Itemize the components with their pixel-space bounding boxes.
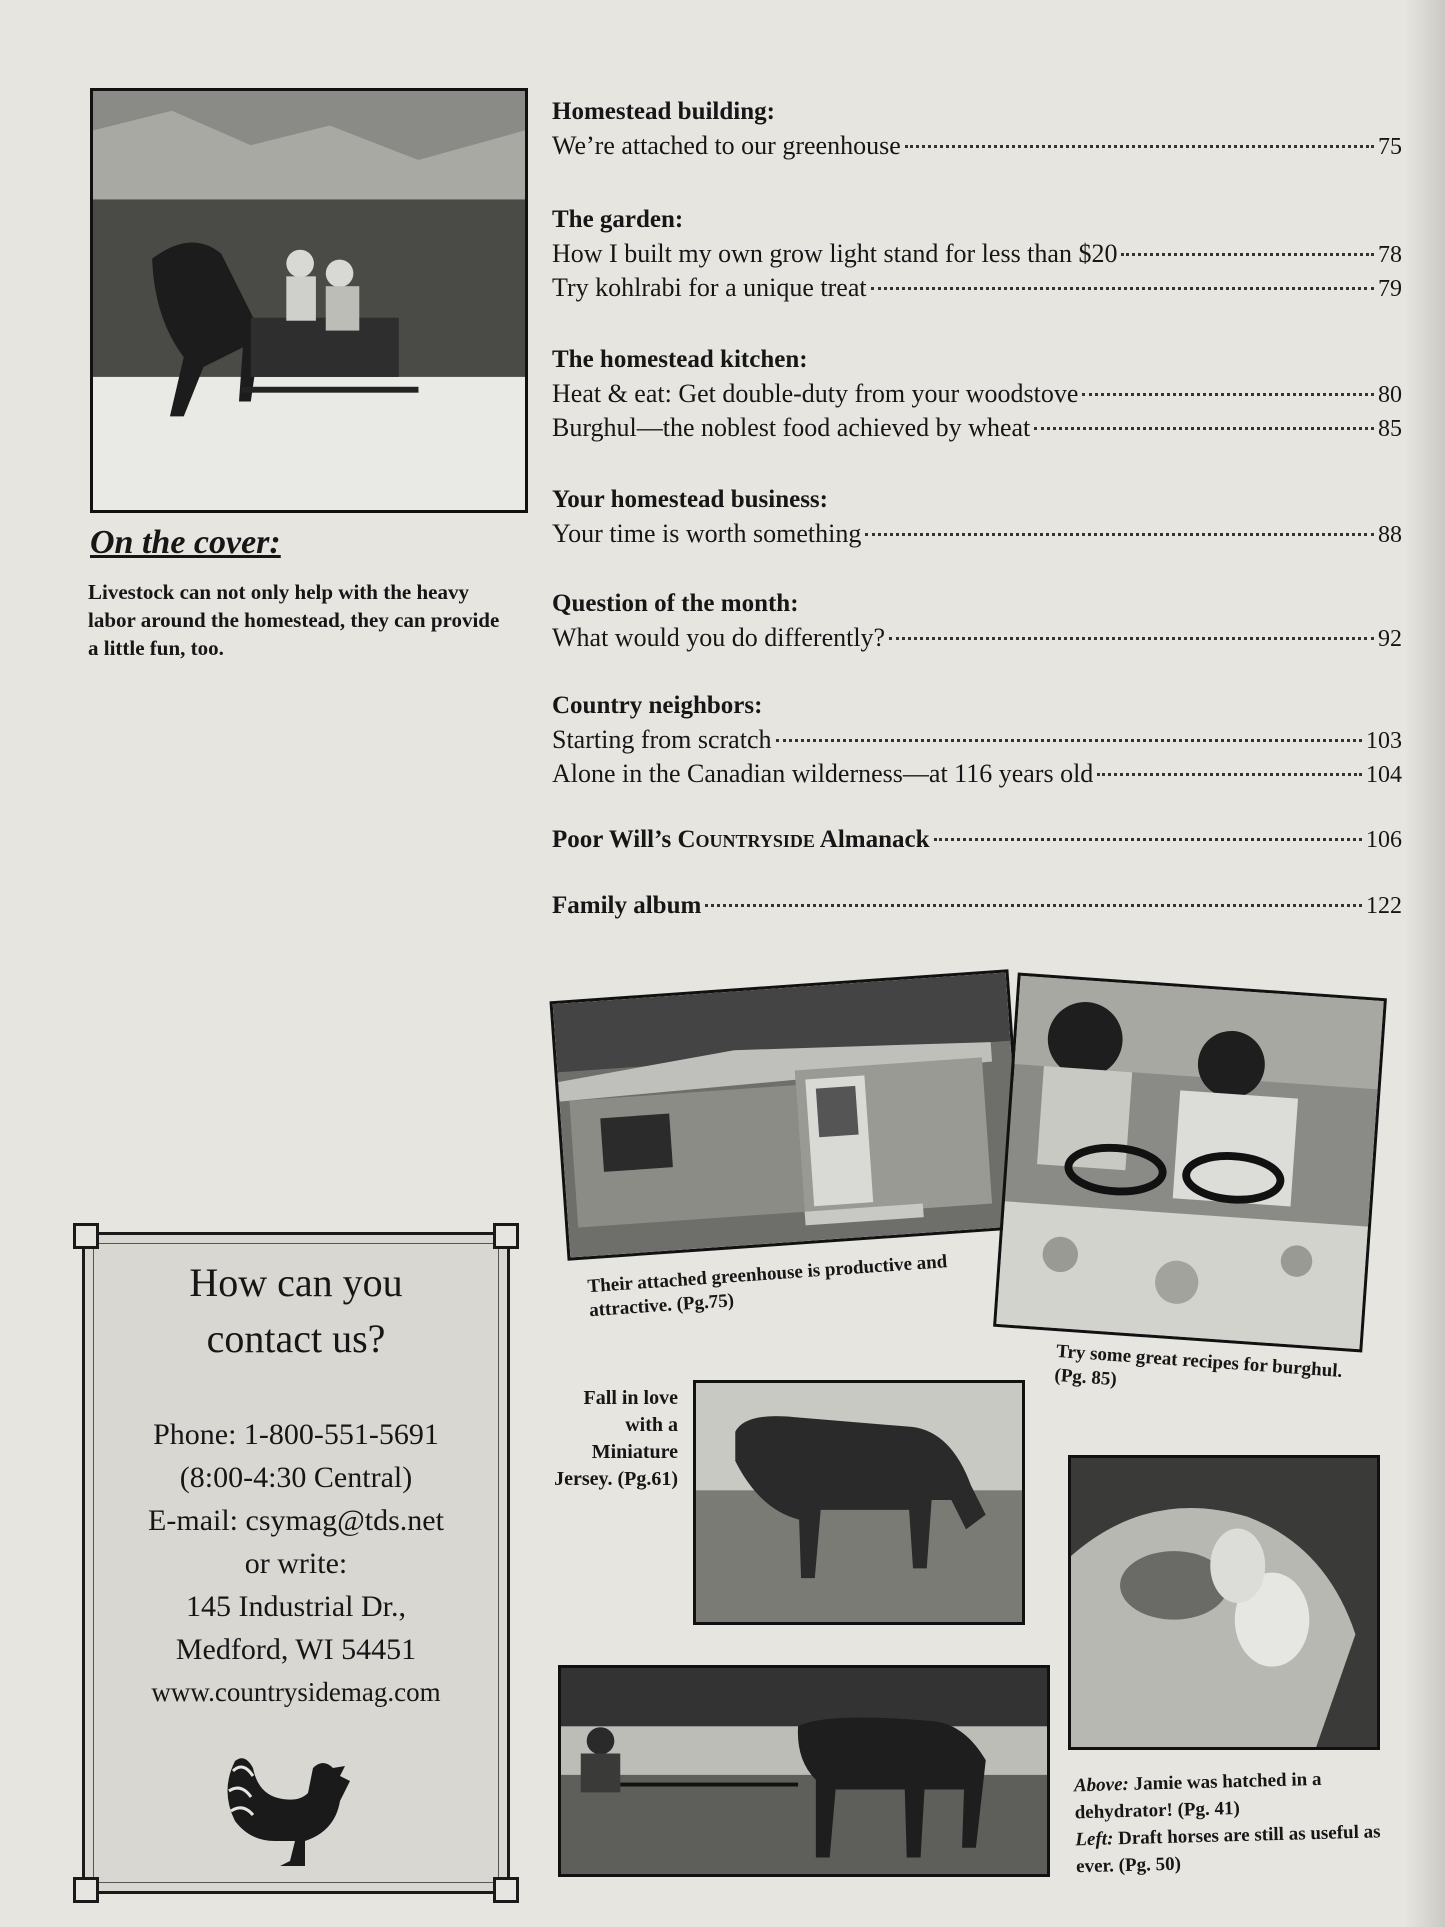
dot-leader	[1121, 253, 1374, 256]
contact-email[interactable]: E-mail: csymag@tds.net	[148, 1504, 444, 1537]
toc-section-heading: Country neighbors:	[552, 692, 763, 719]
toc-entry-title: Try kohlrabi for a unique treat	[552, 273, 867, 302]
toc-entry-page: 92	[1378, 626, 1402, 652]
toc-entry[interactable]	[552, 757, 1402, 791]
toc-entry[interactable]	[552, 823, 1402, 857]
contact-address-line1: 145 Industrial Dr.,	[186, 1590, 406, 1623]
toc-entry-title	[552, 823, 930, 857]
toc-entry[interactable]	[552, 237, 1402, 271]
above-text: Jamie was hatched in a dehydrator! (Pg. 41)	[1074, 1768, 1322, 1824]
toc-almanack	[552, 823, 1402, 857]
above-label: Above:	[1073, 1773, 1130, 1797]
toc-section-heading: The homestead kitchen:	[552, 346, 808, 373]
draft-horses-photo	[558, 1665, 1050, 1877]
toc-entry-page: 80	[1378, 382, 1402, 408]
toc-entry-page: 75	[1378, 134, 1402, 160]
dot-leader	[871, 287, 1374, 290]
dot-leader	[905, 145, 1374, 148]
toc-family-album	[552, 889, 1402, 923]
corner-ornament	[73, 1223, 99, 1249]
greenhouse-caption: Their attached greenhouse is productive and attractive. (Pg.75)	[586, 1251, 948, 1322]
almanack-name: Countryside	[677, 826, 815, 853]
toc-section-heading: Your homestead business:	[552, 486, 828, 513]
greenhouse-photo	[549, 969, 1026, 1260]
dot-leader	[1082, 393, 1374, 396]
toc-entry-page: 104	[1366, 762, 1402, 788]
toc-entry[interactable]	[552, 621, 1402, 655]
toc-section-question	[552, 587, 1402, 655]
contact-address-line2: Medford, WI 54451	[175, 1633, 417, 1666]
contact-website-link[interactable]: www.countrysidemag.com	[151, 1677, 441, 1707]
contact-details	[85, 1413, 507, 1714]
page-edge-shadow	[1405, 0, 1445, 1927]
dot-leader	[934, 838, 1362, 841]
toc-entry-title: How I built my own grow light stand for less than $20	[552, 239, 1118, 268]
jersey-cow-photo	[693, 1380, 1025, 1625]
contact-or-write: or write:	[244, 1547, 348, 1580]
burghul-photo	[993, 973, 1387, 1353]
toc-entry-title: We’re attached to our greenhouse	[552, 131, 901, 160]
corner-ornament	[493, 1877, 519, 1903]
toc-entry-title: Your time is worth something	[552, 519, 862, 548]
contact-heading-line2: contact us?	[206, 1316, 386, 1361]
dot-leader	[1097, 773, 1362, 776]
dot-leader	[776, 739, 1363, 742]
toc-entry-title: What would you do differently?	[552, 623, 886, 652]
toc-entry[interactable]	[552, 889, 1402, 923]
toc-entry-page: 85	[1378, 416, 1402, 442]
toc-section-heading: The garden:	[552, 206, 684, 233]
burghul-caption: Try some great recipes for burghul. (Pg. 85)	[1053, 1340, 1343, 1391]
cover-heading: On the cover:	[90, 524, 281, 561]
toc-entry-title: Alone in the Canadian wilderness—at 116 years old	[552, 759, 1094, 788]
toc-entry[interactable]	[552, 723, 1402, 757]
left-text: Draft horses are still as useful as ever. (Pg. 50)	[1075, 1821, 1381, 1878]
hatchling-caption	[1074, 1764, 1407, 1881]
contact-hours: (8:00-4:30 Central)	[179, 1461, 413, 1494]
contact-heading	[85, 1255, 507, 1367]
toc-entry[interactable]	[552, 517, 1402, 551]
contact-box	[82, 1232, 510, 1894]
almanack-suffix: Almanack	[814, 826, 930, 853]
toc-entry[interactable]	[552, 377, 1402, 411]
toc-entry-title: Family album	[552, 892, 702, 919]
toc-section-heading: Homestead building:	[552, 98, 775, 125]
toc-entry-page: 122	[1366, 893, 1402, 919]
toc-section-garden	[552, 203, 1402, 305]
dot-leader	[865, 533, 1374, 536]
corner-ornament	[73, 1877, 99, 1903]
toc-entry[interactable]	[552, 271, 1402, 305]
hatchling-photo	[1068, 1455, 1380, 1750]
dot-leader	[1034, 427, 1374, 430]
toc-section-heading: Question of the month:	[552, 590, 799, 617]
toc-entry-title: Starting from scratch	[552, 725, 772, 754]
toc-entry[interactable]	[552, 411, 1402, 445]
toc-entry-page: 79	[1378, 276, 1402, 302]
cover-photo	[90, 88, 528, 513]
jersey-caption: Fall in love with a Miniature Jersey. (Pg.61)	[554, 1387, 678, 1490]
rooster-icon	[215, 1741, 375, 1881]
toc-entry-page: 78	[1378, 242, 1402, 268]
corner-ornament	[493, 1223, 519, 1249]
toc-entry-page: 88	[1378, 522, 1402, 548]
left-label: Left:	[1075, 1828, 1114, 1851]
toc-entry-title: Burghul—the noblest food achieved by wheat	[552, 413, 1031, 442]
toc-entry-title: Heat & eat: Get double-duty from your woodstove	[552, 379, 1079, 408]
contact-phone[interactable]: Phone: 1-800-551-5691	[153, 1418, 439, 1451]
dot-leader	[705, 904, 1362, 907]
toc-entry-page: 106	[1366, 827, 1402, 853]
toc-section-neighbors	[552, 689, 1402, 791]
toc-section-business	[552, 483, 1402, 551]
almanack-prefix: Poor Will’s	[552, 826, 678, 853]
toc-entry[interactable]	[552, 129, 1402, 163]
cover-description: Livestock can not only help with the heavy labor around the homestead, they can provide a little fun, too.	[88, 580, 500, 660]
toc-section-kitchen	[552, 343, 1402, 445]
dot-leader	[889, 637, 1374, 640]
contact-heading-line1: How can you	[189, 1260, 403, 1305]
toc-entry-page: 103	[1366, 728, 1402, 754]
toc-section-homestead-building	[552, 95, 1402, 163]
